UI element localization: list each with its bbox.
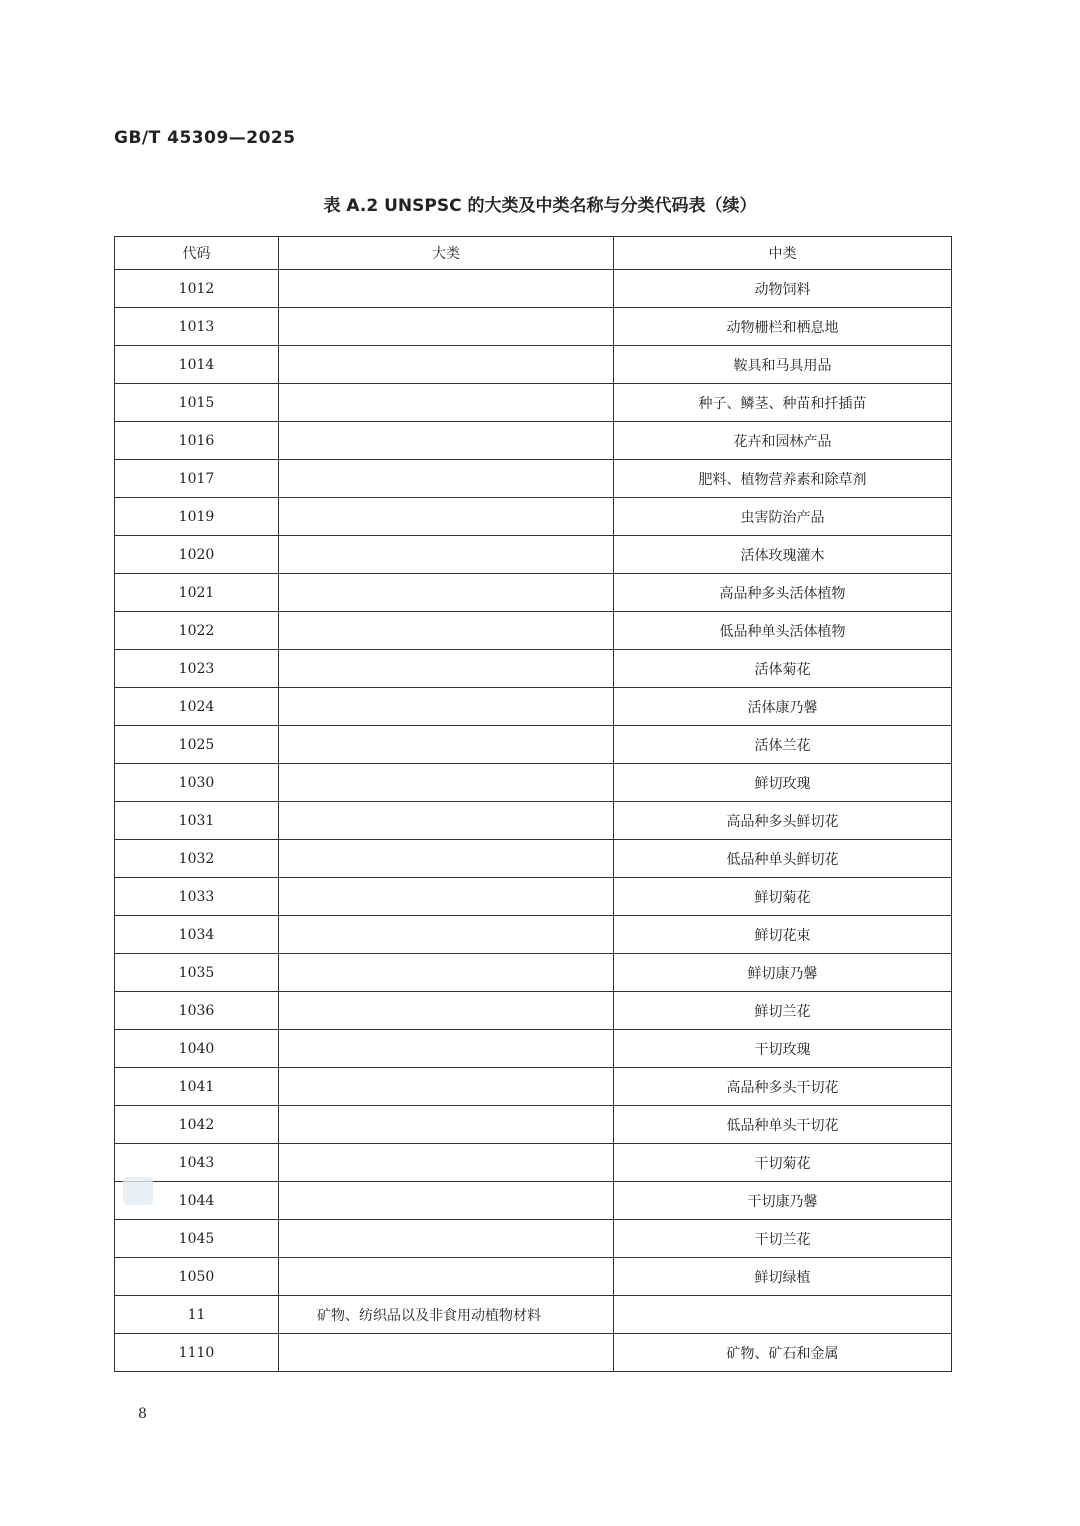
table-row (115, 384, 952, 422)
table-cell-category (279, 688, 614, 726)
table-row (115, 346, 952, 384)
table-cell-code: 1042 (115, 1106, 279, 1144)
table-cell-code: 1019 (115, 498, 279, 536)
table-row (115, 612, 952, 650)
table-cell-code: 1021 (115, 574, 279, 612)
table-cell-subcategory: 活体玫瑰灌木 (614, 536, 952, 574)
table-cell-subcategory (614, 1296, 952, 1334)
table-cell-subcategory: 高品种多头干切花 (614, 1068, 952, 1106)
table-row (115, 1258, 952, 1296)
table-cell-code: 1031 (115, 802, 279, 840)
table-cell-code: 1016 (115, 422, 279, 460)
table-cell-category (279, 1258, 614, 1296)
table-cell-subcategory: 鲜切康乃馨 (614, 954, 952, 992)
table-cell-code: 1020 (115, 536, 279, 574)
table-cell-code: 1015 (115, 384, 279, 422)
table-cell-code: 1025 (115, 726, 279, 764)
table-cell-category (279, 1106, 614, 1144)
table-cell-category (279, 764, 614, 802)
table-cell-category: 矿物、纺织品以及非食用动植物材料 (279, 1296, 614, 1334)
table-body (115, 270, 952, 1372)
table-cell-category (279, 802, 614, 840)
table-cell-category (279, 1144, 614, 1182)
table-row (115, 650, 952, 688)
table-cell-category (279, 1182, 614, 1220)
column-header-code: 代码 (115, 237, 279, 270)
table-row (115, 688, 952, 726)
table-row (115, 726, 952, 764)
table-cell-category (279, 270, 614, 308)
table-cell-category (279, 878, 614, 916)
table-cell-code: 1017 (115, 460, 279, 498)
table-cell-category (279, 840, 614, 878)
table-row (115, 536, 952, 574)
table-row (115, 802, 952, 840)
table-cell-category (279, 1220, 614, 1258)
table-cell-subcategory: 动物栅栏和栖息地 (614, 308, 952, 346)
table-row (115, 954, 952, 992)
table-cell-code: 1030 (115, 764, 279, 802)
table-cell-subcategory: 种子、鳞茎、种苗和扦插苗 (614, 384, 952, 422)
table-cell-category (279, 1068, 614, 1106)
table-title: 表 A.2 UNSPSC 的大类及中类名称与分类代码表（续） (323, 196, 757, 216)
table-cell-subcategory: 干切康乃馨 (614, 1182, 952, 1220)
table-cell-subcategory: 活体康乃馨 (614, 688, 952, 726)
table-row (115, 764, 952, 802)
table-cell-subcategory: 动物饲料 (614, 270, 952, 308)
table-cell-category (279, 1334, 614, 1372)
table-cell-subcategory: 鲜切绿植 (614, 1258, 952, 1296)
standard-code: GB/T 45309—2025 (114, 128, 296, 148)
table-cell-code: 1050 (115, 1258, 279, 1296)
table-cell-subcategory: 鲜切菊花 (614, 878, 952, 916)
table-cell-category (279, 916, 614, 954)
table-row (115, 916, 952, 954)
page-number: 8 (138, 1406, 147, 1422)
table-cell-code: 1034 (115, 916, 279, 954)
table-header-row (115, 237, 952, 270)
table-cell-subcategory: 矿物、矿石和金属 (614, 1334, 952, 1372)
table-cell-category (279, 536, 614, 574)
table-cell-subcategory: 鲜切玫瑰 (614, 764, 952, 802)
table-row (115, 1144, 952, 1182)
table-row (115, 270, 952, 308)
table-cell-subcategory: 肥料、植物营养素和除草剂 (614, 460, 952, 498)
table-row (115, 308, 952, 346)
table-cell-code: 1012 (115, 270, 279, 308)
table-row (115, 878, 952, 916)
table-row (115, 1220, 952, 1258)
table-cell-category (279, 422, 614, 460)
table-cell-subcategory: 虫害防治产品 (614, 498, 952, 536)
table-row (115, 574, 952, 612)
table-cell-category (279, 498, 614, 536)
table-cell-category (279, 1030, 614, 1068)
table-row (115, 1334, 952, 1372)
classification-table (114, 236, 952, 1372)
table-cell-code: 1023 (115, 650, 279, 688)
table-cell-subcategory: 高品种多头鲜切花 (614, 802, 952, 840)
table-cell-category (279, 726, 614, 764)
table-cell-category (279, 574, 614, 612)
table-row (115, 840, 952, 878)
table-cell-category (279, 612, 614, 650)
table-cell-subcategory: 低品种单头干切花 (614, 1106, 952, 1144)
table-cell-subcategory: 低品种单头活体植物 (614, 612, 952, 650)
table-row (115, 1182, 952, 1220)
table-cell-subcategory: 干切玫瑰 (614, 1030, 952, 1068)
table-cell-subcategory: 高品种多头活体植物 (614, 574, 952, 612)
table-cell-code: 1043 (115, 1144, 279, 1182)
table-cell-category (279, 308, 614, 346)
table-cell-subcategory: 活体菊花 (614, 650, 952, 688)
table-cell-category (279, 954, 614, 992)
table-cell-category (279, 384, 614, 422)
table-cell-code: 1024 (115, 688, 279, 726)
table-cell-code: 1022 (115, 612, 279, 650)
table-cell-subcategory: 鞍具和马具用品 (614, 346, 952, 384)
table-cell-subcategory: 花卉和园林产品 (614, 422, 952, 460)
table-cell-subcategory: 活体兰花 (614, 726, 952, 764)
table-cell-subcategory: 低品种单头鲜切花 (614, 840, 952, 878)
table-cell-category (279, 346, 614, 384)
column-header-subcategory: 中类 (614, 237, 952, 270)
table-row (115, 992, 952, 1030)
table-row (115, 498, 952, 536)
table-cell-subcategory: 干切菊花 (614, 1144, 952, 1182)
table-cell-code: 1040 (115, 1030, 279, 1068)
table-row (115, 422, 952, 460)
table-cell-code: 1045 (115, 1220, 279, 1258)
table-cell-subcategory: 干切兰花 (614, 1220, 952, 1258)
table-cell-code: 1035 (115, 954, 279, 992)
table-row (115, 460, 952, 498)
table-row (115, 1106, 952, 1144)
table-cell-category (279, 650, 614, 688)
table-row (115, 1296, 952, 1334)
table-cell-code: 1036 (115, 992, 279, 1030)
table-cell-code: 1014 (115, 346, 279, 384)
table-cell-code: 1044 (115, 1182, 279, 1220)
column-header-category: 大类 (279, 237, 614, 270)
table-cell-code: 1041 (115, 1068, 279, 1106)
table-cell-code: 1110 (115, 1334, 279, 1372)
table-cell-subcategory: 鲜切花束 (614, 916, 952, 954)
table-cell-code: 1013 (115, 308, 279, 346)
table-row (115, 1068, 952, 1106)
table-cell-code: 11 (115, 1296, 279, 1334)
table-cell-category (279, 992, 614, 1030)
table-cell-code: 1032 (115, 840, 279, 878)
table-row (115, 1030, 952, 1068)
table-cell-category (279, 460, 614, 498)
watermark-logo (123, 1177, 153, 1205)
table-cell-code: 1033 (115, 878, 279, 916)
table-cell-subcategory: 鲜切兰花 (614, 992, 952, 1030)
